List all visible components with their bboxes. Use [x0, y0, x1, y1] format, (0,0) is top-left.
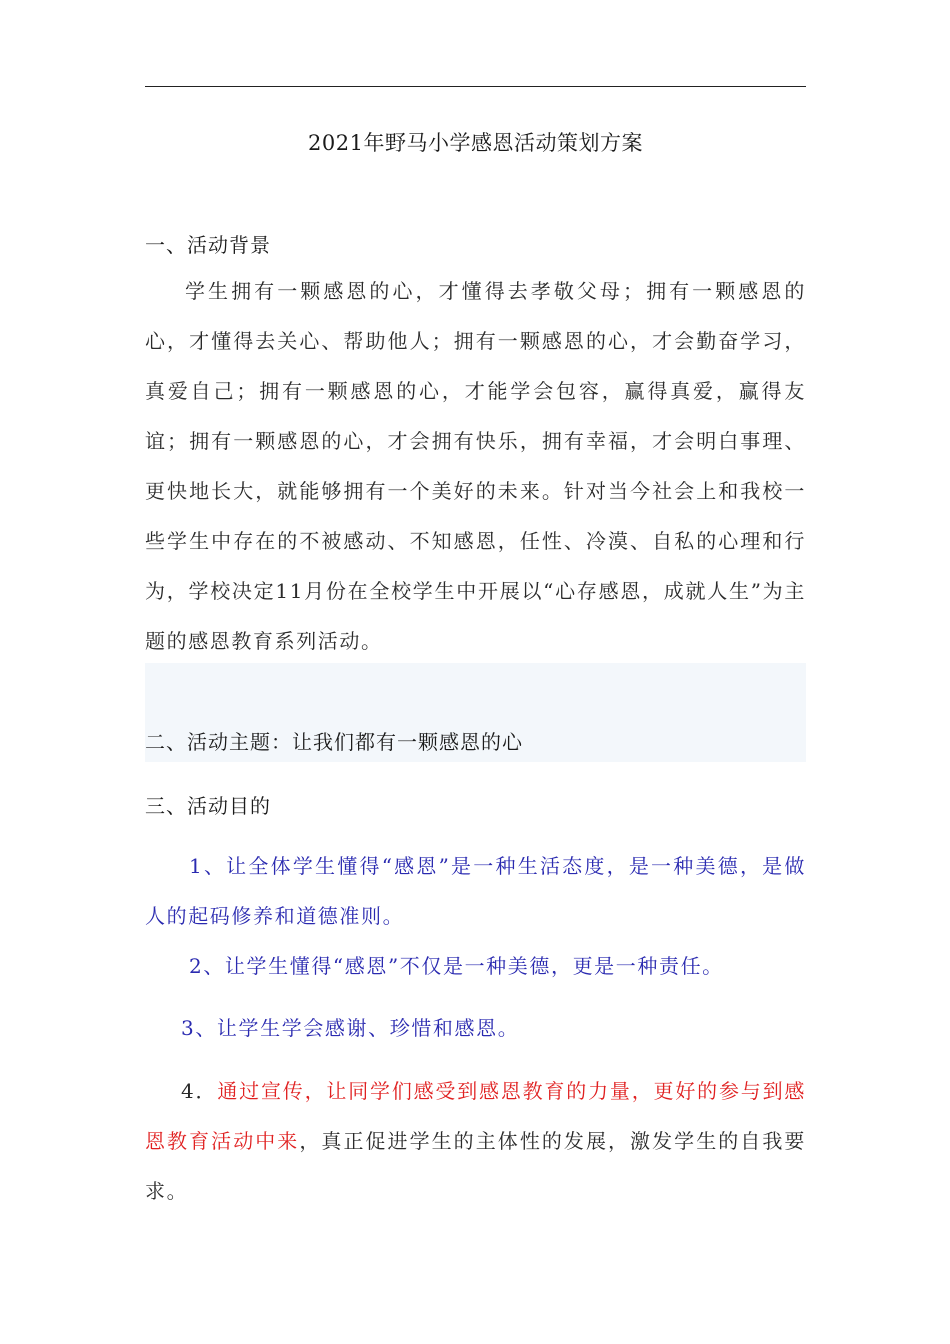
goal-item-4-highlight: 通过宣传，让同学们感受到感恩教育的力量，更好的参与到感恩教育活动中来: [145, 1079, 806, 1153]
goal-item-4-rest: ，真正促进学生的主体性的发展，激发学生的自我要求。: [145, 1129, 806, 1203]
section-heading-purpose: 三、活动目的: [145, 794, 271, 818]
section-heading-theme: 二、活动主题：让我们都有一颗感恩的心: [145, 730, 523, 754]
section-heading-background: 一、活动背景: [145, 233, 271, 257]
goal-item-4-number: 4．: [181, 1079, 218, 1103]
goal-item-3: 3、让学生学会感谢、珍惜和感恩。: [181, 1016, 520, 1040]
background-paragraph: 学生拥有一颗感恩的心，才懂得去孝敬父母；拥有一颗感恩的心，才懂得去关心、帮助他人；拥有一颗感恩的心，才会勤奋学习，真爱自己；拥有一颗感恩的心，才能学会包容，赢得真爱，赢得友谊；拥有一颗感恩的心，才会拥有快乐，拥有幸福，才会明白事理、更快地长大，就能够拥有一个美好的未来。针对当今社会上和我校一些学生中存在的不被感动、不知感恩，任性、冷漠、自私的心理和行为，学校决定11月份在全校学生中开展以“心存感恩，成就人生”为主题的感恩教育系列活动。: [145, 279, 806, 653]
header-rule: [145, 86, 806, 87]
document-title: 2021年野马小学感恩活动策划方案: [308, 131, 643, 155]
goal-item-4: [145, 1066, 806, 1216]
goal-item-1: 1、让全体学生懂得“感恩”是一种生活态度，是一种美德，是做人的起码修养和道德准则。: [145, 854, 806, 928]
goal-item-2: 2、让学生懂得“感恩”不仅是一种美德，更是一种责任。: [189, 954, 724, 978]
